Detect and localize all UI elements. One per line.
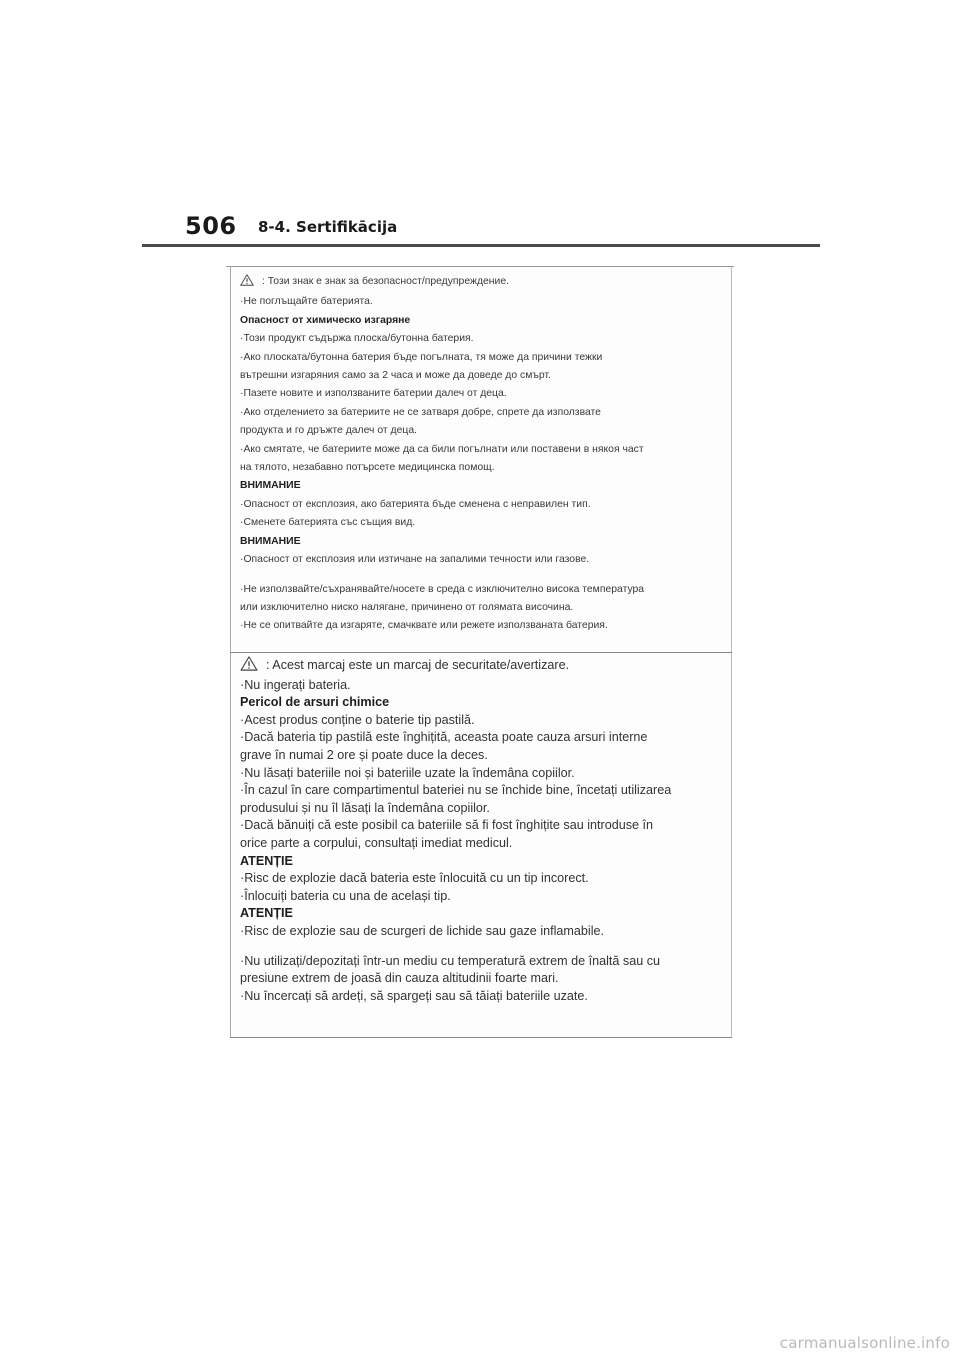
text-line [240,551,726,569]
line-text: ·Не поглъщайте батерията. [240,296,373,308]
romanian-warning-block [240,656,726,1005]
text-line [240,782,726,800]
text-line [240,422,726,440]
line-text: ·Acest produs conține o baterie tip pastilă. [240,712,475,727]
warning-triangle-icon [240,274,254,293]
bottom-rule [230,1037,732,1038]
line-gap [240,941,726,953]
text-line [240,404,726,422]
text-line [240,923,726,941]
section-heading [240,853,726,871]
text-line [240,656,726,677]
section-heading [240,905,726,923]
page-number: 506 [185,212,237,240]
text-line [240,496,726,514]
line-text: продукта и го дръжте далеч от деца. [240,425,417,437]
text-line [240,441,726,459]
line-gap [240,570,726,581]
section-heading [240,533,726,551]
line-text: grave în numai 2 ore și poate duce la deces. [240,747,488,762]
text-line [240,953,726,971]
line-text: Опасност от химическо изгаряне [240,314,411,326]
text-line [240,514,726,532]
line-text: ·Пазете новите и използваните батерии далеч от деца. [240,388,507,400]
line-text: ВНИМАНИЕ [240,480,301,492]
text-line [240,617,726,635]
line-text: или изключително ниско налягане, причинено от голямата височина. [240,601,574,613]
text-line [240,817,726,835]
line-text: ATENȚIE [240,853,293,868]
line-text: ·Nu ingerați bateria. [240,677,351,692]
line-text: на тялото, незабавно потърсете медицинска помощ. [240,462,495,474]
line-text: orice parte a corpului, consultați imediat medicul. [240,835,513,850]
text-line [240,677,726,695]
text-line [240,273,726,293]
text-line [240,765,726,783]
text-line [240,581,726,599]
text-line [240,712,726,730]
line-text: ·Ако отделението за батериите не се затваря добре, спрете да използвате [240,406,601,418]
text-line [240,349,726,367]
text-line [240,835,726,853]
line-text: ·Ако плоската/бутонна батерия бъде погълната, тя може да причини тежки [240,351,603,363]
line-text: вътрешни изгаряния само за 2 часа и може да доведе до смърт. [240,370,551,382]
line-text: produsului și nu îl lăsați la îndemâna copiilor. [240,800,490,815]
line-text: ATENȚIE [240,906,293,921]
top-rule [226,266,734,267]
line-text: ·Този продукт съдържа плоска/бутонна батерия. [240,333,474,345]
line-text: ·Risc de explozie sau de scurgeri de lichide sau gaze inflamabile. [240,923,605,938]
line-text: ·Опасност от експлозия, ако батерията бъде сменена с неправилен тип. [240,498,591,510]
line-text: ·Dacă bateria tip pastilă este înghițită, aceasta poate cauza arsuri interne [240,730,648,745]
line-text: ·Nu lăsați bateriile noi și bateriile uzate la îndemâna copiilor. [240,765,575,780]
line-text: ·Опасност от експлозия или изтичане на запалими течности или газове. [240,554,590,566]
text-line [240,988,726,1006]
line-text: ·Dacă bănuiți că este posibil ca bateriile să fi fost înghițite sau introduse în [240,818,654,833]
line-text: : Acest marcaj este un marcaj de securitate/avertizare. [266,658,570,672]
line-text: ·Не използвайте/съхранявайте/носете в среда с изключително висока температура [240,583,645,595]
text-line [240,367,726,385]
section-heading [240,312,726,330]
watermark: carmanualsonline.info [779,1334,950,1352]
text-line [240,747,726,765]
text-line [240,599,726,617]
section-heading [240,477,726,495]
line-text: ·Сменете батерията със същия вид. [240,517,416,529]
text-line [240,729,726,747]
text-line [240,330,726,348]
bulgarian-warning-block [240,273,726,636]
line-text: ·Не се опитвайте да изгаряте, смачквате или режете използваната батерия. [240,620,608,632]
text-line [240,293,726,311]
section-title: 8-4. Sertifikācija [258,218,398,236]
line-text: presiune extrem de joasă din cauza altitudinii foarte mari. [240,971,559,986]
text-line [240,800,726,818]
text-line [240,870,726,888]
text-line [240,385,726,403]
language-divider [230,652,732,653]
text-line [240,888,726,906]
line-text: ВНИМАНИЕ [240,535,301,547]
line-text: : Този знак е знак за безопасност/предупреждение. [262,276,509,287]
line-text: ·În cazul în care compartimentul bateriei nu se închide bine, încetați utilizarea [240,783,672,798]
line-text: Pericol de arsuri chimice [240,695,390,710]
header-rule [142,244,820,247]
line-text: ·Risc de explozie dacă bateria este înlocuită cu un tip incorect. [240,871,589,886]
warning-triangle-icon [240,656,258,677]
text-line [240,459,726,477]
text-line [240,970,726,988]
line-text: ·Nu încercați să ardeți, să spargeți sau să tăiați bateriile uzate. [240,988,588,1003]
line-text: ·Nu utilizați/depozitați într-un mediu cu temperatură extrem de înaltă sau cu [240,953,660,968]
line-text: ·Înlocuiți bateria cu una de același tip. [240,888,451,903]
section-heading [240,694,726,712]
line-text: ·Ако смятате, че батериите може да са били погълнати или поставени в някоя част [240,443,644,455]
